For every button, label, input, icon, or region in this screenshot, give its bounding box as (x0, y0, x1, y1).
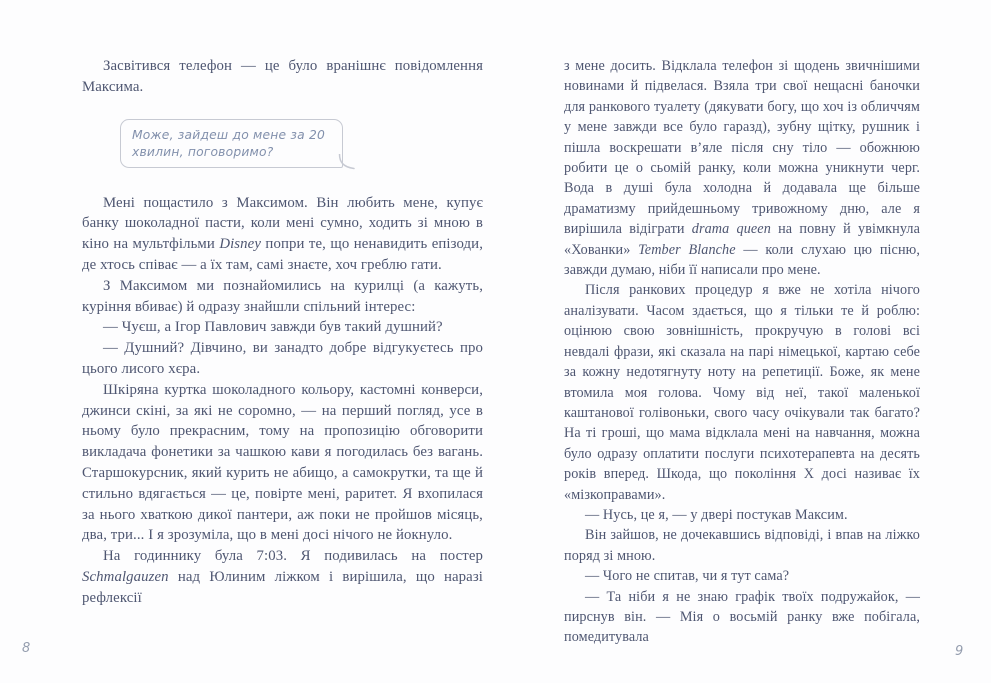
paragraph: — Чуєш, а Ігор Павлович завжди був такий душний? (103, 319, 443, 336)
page-number-left: 8 (22, 641, 31, 656)
paragraph: — Нусь, це я, — у двері постукав Максим. (585, 506, 848, 523)
page-right (564, 56, 920, 648)
paragraph: — Чого не спитав, чи я тут сама? (585, 568, 790, 585)
paragraph: — Та ніби я не знаю графік твоїх подружайок, — пирснув він. — Мія о восьмій ранку вже побігала, помедитувала (564, 588, 920, 646)
paragraph: З Максимом ми познайомились на курилці (а кажуть, куріння вбиває) й одразу знайшли спільний інтерес: (82, 277, 483, 315)
page-left (82, 56, 483, 609)
message-bubble-row (120, 119, 483, 168)
sms-message-bubble (120, 119, 343, 168)
bubble-tail-icon (338, 154, 356, 172)
sms-message-text: Може, зайдеш до мене за 20 хвилин, поговоримо? (132, 127, 326, 159)
paragraph: — Душний? Дівчино, ви занадто добре відгукуєтесь про цього лисого хєра. (82, 340, 483, 377)
paragraph: Він зайшов, не дочекавшись відповіді, і впав на ліжко поряд зі мною. (564, 527, 920, 564)
paragraph: з мене досить. Відклала телефон зі щодень звичнішими новинами й підвелася. Взяла три свої нещасні баночки для ранкового туалету (дякувати богу, що хоч із обличчям у мене завжди все було гаразд), зубну щітку, рушник і пішла воскрешати в’яле після сну тіло — обожнюю робити це о сьомій ранку, коли можна уникнути черг. Вода в душі була холодна й додавала ще більше драматизму прийдешньому тривожному дню, але я вирішила відіграти drama queen на повну й увімкнула «Хованки» Tember Blanche — коли слухаю цю пісню, завжди думаю, ніби її написали про мене. (564, 58, 920, 279)
paragraph: Мені пощастило з Максимом. Він любить мене, купує банку шоколадної пасти, коли мені сумно, ходить зі мною в кіно на мультфільми Disney попри те, що ненавидить епізоди, де хтось співає — а їх там, самі знаєте, хоч греблю гати. (82, 194, 483, 273)
paragraph: Засвітився телефон — це було вранішнє повідомлення Максима. (82, 58, 483, 95)
page-number-right: 9 (955, 644, 964, 659)
paragraph: Після ранкових процедур я вже не хотіла нічого аналізувати. Часом здається, що я тільки те й роблю: оцінюю свою зовнішність, прокручую в голові всі невдалі фрази, які сказала на парі німецької, картаю себе за кожну недотягнуту ноту на репетиції. Боже, як мене втомила моя голова. Чому від неї, такої маленької каштанової голівоньки, свого часу очікували так багато? На ті гроші, що мама відклала мені на навчання, можна було одразу оплатити послуги психотерапевта на десять років вперед. Шкода, що покоління Х досі називає їх «мізкоправами». (564, 282, 920, 503)
paragraph: На годиннику була 7:03. Я подивилась на постер Schmalgauzen над Юлиним ліжком і вирішила, що наразі рефлексії (82, 548, 483, 606)
paragraph: Шкіряна куртка шоколадного кольору, кастомні конверси, джинси скіні, за які не соромно, — на перший погляд, усе в ньому було прекрасним, тому на пропозицію обговорити викладача фонетики за чашкою кави я погодилась без вагань. Старшокурсник, який курить не абищо, а самокрутки, та ще й стильно вдягається — це, повірте мені, раритет. Я вхопилася за нього хваткою дикої пантери, аж поки не пройшов місяць, два, три... І я зрозуміла, що в мені досі нічого не йокнуло. (82, 381, 483, 544)
